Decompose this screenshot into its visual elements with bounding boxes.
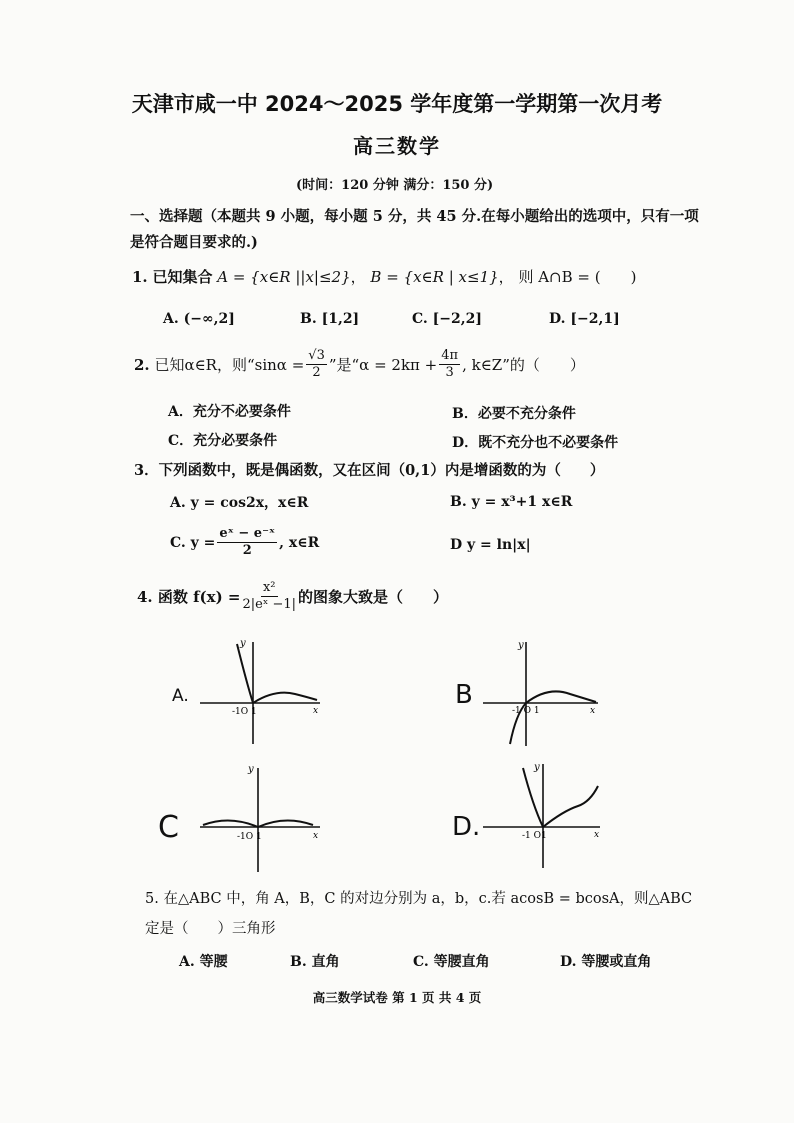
- q1-set-b: B = {x∈R | x≤1}: [370, 268, 499, 286]
- q3-option-b: B. y = x³+1 x∈R: [450, 494, 573, 510]
- graph-d-ticks: -1 O1: [522, 831, 547, 841]
- section-intro-line1: 一、选择题（本题共 9 小题，每小题 5 分，共 45 分.在每小题给出的选项中，只有一项: [130, 208, 699, 225]
- q2-mid: ”是“α = 2kπ +: [328, 356, 438, 374]
- exam-meta: (时间：120 分钟 满分：150 分): [296, 178, 494, 193]
- q1-ask: 则 A∩B = ( ): [518, 268, 637, 286]
- q4-frac-den: 2|eˣ −1|: [242, 597, 297, 612]
- graph-a-y-label: y: [240, 638, 246, 649]
- question-5-line1: 5. 在△ABC 中，角 A，B，C 的对边分别为 a，b，c.若 acosB = bcosA，则△ABC: [145, 891, 693, 907]
- q3-option-c-fraction: [217, 526, 277, 559]
- graph-c-y-label: y: [248, 764, 254, 775]
- graph-b-label: B: [455, 680, 473, 710]
- graph-d-y-label: y: [534, 762, 540, 773]
- q2-option-d: D．既不充分也不必要条件: [452, 435, 619, 451]
- q2-fraction-4pi-over-3: [439, 348, 460, 381]
- q3-option-c-label: C.: [170, 534, 186, 551]
- q2-prefix: 已知α∈R，则“sinα =: [154, 356, 305, 374]
- q1-set-a: A = {x∈R ||x|≤2}: [217, 268, 351, 286]
- question-3: 3．下列函数中，既是偶函数，又在区间（0,1）内是增函数的为（ ）: [134, 462, 605, 479]
- q2-frac1-num: √3: [308, 348, 325, 363]
- q4-fraction: [242, 580, 296, 613]
- q3-option-d: D y = ln|x|: [450, 537, 531, 553]
- graph-b-ticks: -1 O 1: [512, 706, 540, 716]
- q3-option-c-pre: y =: [190, 534, 216, 551]
- q3-option-a: A. y = cos2x，x∈R: [170, 495, 309, 511]
- exam-title: 天津市咸一中 2024～2025 学年度第一学期第一次月考: [131, 92, 663, 116]
- question-5-line2: 定是（ ）三角形: [145, 921, 276, 937]
- graph-c-ticks: -1O 1: [237, 832, 262, 842]
- q1-option-d: D. [−2,1]: [549, 311, 620, 327]
- q5-option-a: A. 等腰: [179, 954, 228, 970]
- q2-suffix: , k∈Z”的（ ）: [462, 356, 585, 374]
- question-4: [137, 580, 448, 613]
- q3-option-c: [170, 526, 319, 559]
- q2-frac2-den: 3: [445, 365, 454, 380]
- graph-c-x-label: x: [313, 831, 319, 841]
- graph-b-y-label: y: [518, 640, 524, 651]
- exam-subtitle: 高三数学: [353, 134, 441, 158]
- q2-option-c: C．充分必要条件: [168, 433, 278, 449]
- graph-b: [478, 634, 608, 749]
- graph-d: [478, 756, 608, 871]
- q5-option-c: C. 等腰直角: [413, 954, 490, 970]
- graph-a: [195, 634, 330, 749]
- graph-c-label: C: [158, 810, 179, 845]
- q3-c-num: eˣ − e⁻ˣ: [219, 526, 276, 541]
- q3-option-c-post: , x∈R: [279, 534, 320, 551]
- q2-option-a: A．充分不必要条件: [168, 404, 291, 420]
- q4-suffix: 的图象大致是（ ）: [298, 588, 449, 606]
- q2-frac2-num: 4π: [441, 348, 459, 363]
- q4-prefix: 4. 函数 f(x) =: [137, 588, 241, 606]
- graph-d-label: D.: [452, 812, 481, 842]
- q1-option-b: B. [1,2]: [300, 311, 360, 327]
- section-intro-line2: 是符合题目要求的.): [130, 234, 258, 251]
- q2-frac1-den: 2: [312, 365, 321, 380]
- graph-a-ticks: -1O 1: [232, 707, 257, 717]
- q2-fraction-sqrt3-over-2: [306, 348, 327, 381]
- question-2: [134, 348, 585, 381]
- page-footer: 高三数学试卷 第 1 页 共 4 页: [312, 990, 482, 1005]
- graph-a-label: A.: [172, 686, 189, 706]
- q5-option-b: B. 直角: [290, 954, 340, 970]
- graph-c: [195, 760, 330, 875]
- q1-prefix: 已知集合: [152, 268, 213, 286]
- q2-number: 2.: [134, 355, 150, 374]
- question-1: 1. 已知集合 A = {x∈R ||x|≤2}， B = {x∈R | x≤1}， 则 A∩B = ( ): [132, 268, 637, 286]
- graph-b-x-label: x: [590, 706, 596, 716]
- q1-option-c: C. [−2,2]: [412, 311, 482, 327]
- q2-option-b: B．必要不充分条件: [452, 406, 576, 422]
- q5-option-d: D. 等腰或直角: [560, 954, 652, 970]
- q1-option-a: A. (−∞,2]: [163, 311, 235, 327]
- q4-frac-num: x²: [262, 580, 276, 595]
- q1-number: 1.: [132, 268, 148, 286]
- graph-a-x-label: x: [313, 706, 319, 716]
- q3-c-den: 2: [242, 543, 252, 558]
- graph-d-x-label: x: [594, 830, 600, 840]
